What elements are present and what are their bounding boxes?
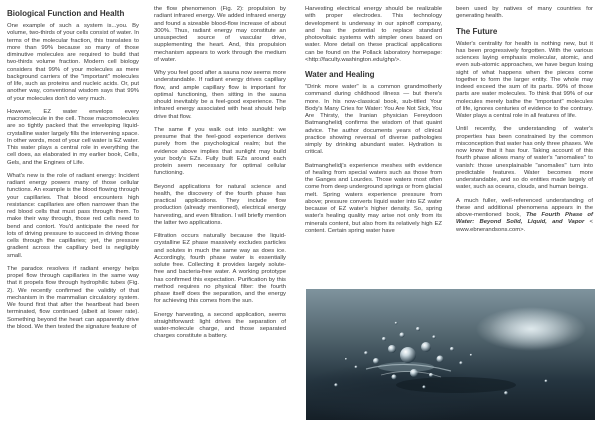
paragraph: been used by natives of many countries for generating health.: [456, 6, 593, 20]
section-heading-the-future: The Future: [456, 26, 498, 36]
paragraph: The paradox resolves if radiant energy helps propel flow through capillaries in the same way that it propels flow through hydrophilic tubes (Fig. 2). We recently confirmed the validity of that mechanism in the mammalian circulatory system. We found first that after the heartbeat had been terminated, flow continued (albeit at lower rate). Something beyond the heart can apparently drive the blood. We then tested the signature feature of: [7, 265, 139, 330]
paragraph-book-reference: [456, 198, 593, 234]
paragraph: What's new is the role of radiant energy: Incident radiant energy powers many of those cellular functions. An example is the blood flowing through your capillaries. That blood encounters high resistance: capillaries are often narrower than the red blood cells that must pass through them. To make their way through, those red cells need to bend and contort. You'd anticipate the need for lots of driving pressure to succeed in driving those cells through the capillaries; yet, the pressure gradient across the capillary bed is negligibly small.: [7, 172, 139, 259]
paragraph: Filtration occurs naturally because the liquid-crystalline EZ phase massively excludes particles and solutes in much the same way as does ice. Accordingly, fourth phase water is essentially solute free. Collecting it provides largely solute-free and bacteria-free water. A working prototype has confirmed this expectation. Purification by this method requires no physical filter: the fourth phase itself does the separation, and the energy for achieving this comes from the sun.: [154, 233, 286, 305]
paragraph: Water's centrality for health is nothing new, but it has been progressively forgotten. With the various sciences laying emphasis molecular, atomic, and even sub-atomic approaches, we have begun losing sight of what happens when the pieces come together to form the larger entity. The whole may indeed exceed the sum of its parts. 99% of those parts are water molecules. To think that 99% of our molecules merely bathe the "important" molecules of life, ignores centuries of evidence to the contrary. Water plays a central role in all features of life.: [456, 40, 593, 119]
paragraph: Energy harvesting, a second application, seems straightforward: light drives the separation of water-molecule charge, and those separated charges constitute a battery.: [154, 311, 286, 340]
section-heading-biological-function: Biological Function and Health: [7, 9, 125, 18]
paragraph: Why you feel good after a sauna now seems more understandable. If radiant energy drives capillary flow, and ample capillary flow is important for optimal functioning, then sitting in the sauna should inevitably be a feel-good experience. The infrared energy associated with heat should help drive that flow.: [154, 70, 286, 120]
publisher-link[interactable]: < www.ebnerandsons.com>.: [456, 219, 593, 233]
paragraph: "Drink more water" is a common grandmotherly command during childhood illness — but there's more. In his now-classical book, sub-titled Your Body's Many Cries for Water: You Are Not Sick, You Are Thirsty, the Iranian physician Fereydoon Batmanghelidj confirms the wisdom of that quaint advice. The author documents years of clinical practice showing reversal of diverse pathologies simply by drinking abundant water. Hydration is critical.: [305, 84, 442, 156]
reference-text: A much fuller, well-referenced understanding of these and additional phenomena appears in the above-mentioned book,: [456, 197, 593, 218]
column-3: [305, 6, 442, 241]
paragraph: The same if you walk out into sunlight: we presume that the feel-good experience derives purely from the psychological realm; but the evidence above implies that sunlight may build your body's EZs. Fully built EZs around each protein seem necessary for optimal cellular functioning.: [154, 126, 286, 177]
paragraph: Until recently, the understanding of water's properties has been constrained by the common misconception that water has only three phases. We now know that it has four. Taking account of this fourth phase allows many of water's "anomalies" to vanish: those unexplainable "anomalies" turn into predictable features. Water becomes more understandable, and so do entities made largely of water, such as oceans, clouds, and human beings.: [456, 126, 593, 191]
paragraph: Batmanghelidj's experience meshes with evidence of healing from special waters such as those from the Ganges and Lourdes. Those waters most often come from deep underground springs or from glacial melt. Spring waters experience pressure from above; pressure converts liquid water into EZ water because of EZ water's higher density. So, spring water's healing quality may arise not only from its minerals content, but also from its relatively high EZ content. Certain spring water have: [305, 162, 442, 234]
column-1: [7, 6, 139, 337]
column-2: [154, 6, 286, 347]
paragraph: Harvesting electrical energy should be realizable with proper electrodes. This technology development is underway in our spinoff company, and has the potential to replace standard photovoltaic systems with simpler ones based on water. More detail on these practical applications can be found on the Pollack laboratory homepage: <http://faculty.washington.edu/ghp/>.: [305, 6, 442, 63]
paragraph: Beyond applications for natural science and health, the discovery of the fourth phase has practical applications. They include flow production (already mentioned), electrical energy harvesting, and even filtration. I will briefly mention the latter two applications.: [154, 183, 286, 226]
paragraph: However, EZ water envelops every macromolecule in the cell. Those macromolecules are so tightly packed that the enveloping liquid-crystalline water largely fills the intervening space. In other words, most of your cell water is EZ water. This water plays a central role in everything the cell does, as elaborated in my earlier book, Cells, Gels, and the Engines of Life.: [7, 108, 139, 166]
water-droplets-illustration: [306, 289, 595, 420]
paragraph: One example of such a system is...you. By volume, two-thirds of your cells consist of water. In terms of the molecular fraction, this translates to more than 99% because so many of those diminutive molecules are required to build that two-thirds volume fraction. Modern cell biology considers that 99% of your molecules as mere background carriers of the "important" molecules of life, such as proteins and nucleic acids. Or, put another way, conventional wisdom says that 99% of your molecules don't do very much.: [7, 23, 139, 102]
paragraph: the flow phenomenon (Fig. 2): propulsion by radiant infrared energy. We added infrared energy and found a sizeable blood-flow increase of about 300%. Thus, radiant energy may constitute an unsuspected source of vascular drive, supplementing the heart. And, this propulsion mechanism appears to work through the medium of water.: [154, 6, 286, 63]
section-heading-water-and-healing: Water and Healing: [305, 70, 375, 79]
book-title: The Fourth Phase of Water: Beyond Solid, Liquid, and Vapor: [456, 212, 593, 226]
column-4: [456, 6, 593, 240]
water-droplets-photo: [306, 289, 595, 420]
